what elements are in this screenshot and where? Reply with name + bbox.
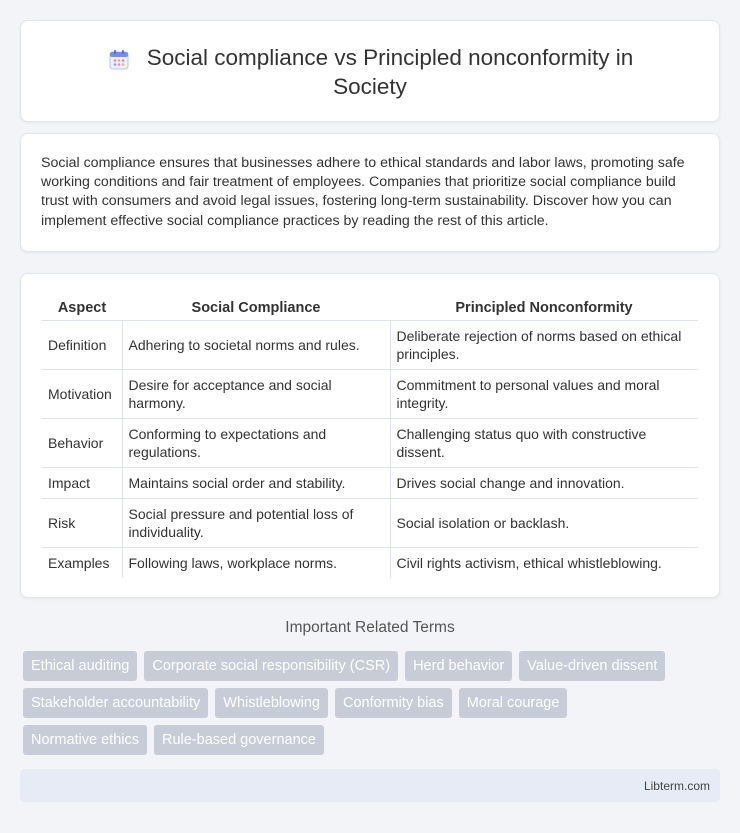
table-header-row (42, 294, 698, 320)
comparison-table (42, 294, 698, 578)
tag-conformity-bias[interactable]: Conformity bias (335, 688, 452, 718)
row-nonconformity: Commitment to personal values and moral integrity. (390, 369, 698, 418)
header-social-compliance: Social Compliance (122, 294, 390, 320)
row-compliance: Desire for acceptance and social harmony. (122, 369, 390, 418)
intro-card (20, 133, 720, 252)
row-nonconformity: Drives social change and innovation. (390, 467, 698, 498)
row-nonconformity: Civil rights activism, ethical whistleblowing. (390, 547, 698, 578)
tag-moral-courage[interactable]: Moral courage (459, 688, 568, 718)
page-title: Social compliance vs Principled nonconformity in Society (146, 45, 634, 99)
tag-rule-based-governance[interactable]: Rule-based governance (154, 725, 324, 755)
related-terms-list (23, 651, 723, 762)
footer (20, 769, 720, 802)
table-row (42, 369, 698, 418)
row-aspect: Impact (42, 467, 122, 498)
comparison-card (20, 273, 720, 598)
row-aspect: Behavior (42, 418, 122, 467)
tag-herd-behavior[interactable]: Herd behavior (405, 651, 512, 681)
row-compliance: Adhering to societal norms and rules. (122, 320, 390, 369)
row-aspect: Definition (42, 320, 122, 369)
row-nonconformity: Social isolation or backlash. (390, 498, 698, 547)
tag-csr[interactable]: Corporate social responsibility (CSR) (144, 651, 398, 681)
row-aspect: Motivation (42, 369, 122, 418)
tag-normative-ethics[interactable]: Normative ethics (23, 725, 147, 755)
tag-stakeholder-accountability[interactable]: Stakeholder accountability (23, 688, 208, 718)
table-row (42, 418, 698, 467)
row-compliance: Following laws, workplace norms. (122, 547, 390, 578)
table-row (42, 498, 698, 547)
row-aspect: Examples (48, 554, 110, 571)
row-aspect: Risk (42, 498, 122, 547)
footer-site-link[interactable]: Libterm.com (643, 779, 710, 793)
table-row (42, 467, 698, 498)
intro-paragraph: Social compliance ensures that businesses adhere to ethical standards and labor laws, promoting safe working conditions and fair treatment of employees. Companies that prioritize social compliance build trust with consumers and avoid legal issues, fostering long-term sustainability. Discover how you can implement effective social compliance practices by reading the rest of this article. (41, 155, 685, 229)
row-compliance: Social pressure and potential loss of individuality. (122, 498, 390, 547)
tag-value-driven-dissent[interactable]: Value-driven dissent (519, 651, 665, 681)
tag-whistleblowing[interactable]: Whistleblowing (215, 688, 328, 718)
header-principled-nonconformity: Principled Nonconformity (390, 294, 698, 320)
row-nonconformity: Challenging status quo with constructive dissent. (390, 418, 698, 467)
table-row (42, 320, 698, 369)
table-row (42, 547, 698, 578)
row-compliance: Conforming to expectations and regulations. (122, 418, 390, 467)
header-aspect: Aspect (42, 294, 122, 320)
row-compliance: Maintains social order and stability. (122, 467, 390, 498)
related-terms-title: Important Related Terms (285, 619, 455, 636)
row-nonconformity: Deliberate rejection of norms based on ethical principles. (390, 320, 698, 369)
title-card (20, 20, 720, 122)
tag-ethical-auditing[interactable]: Ethical auditing (23, 651, 137, 681)
